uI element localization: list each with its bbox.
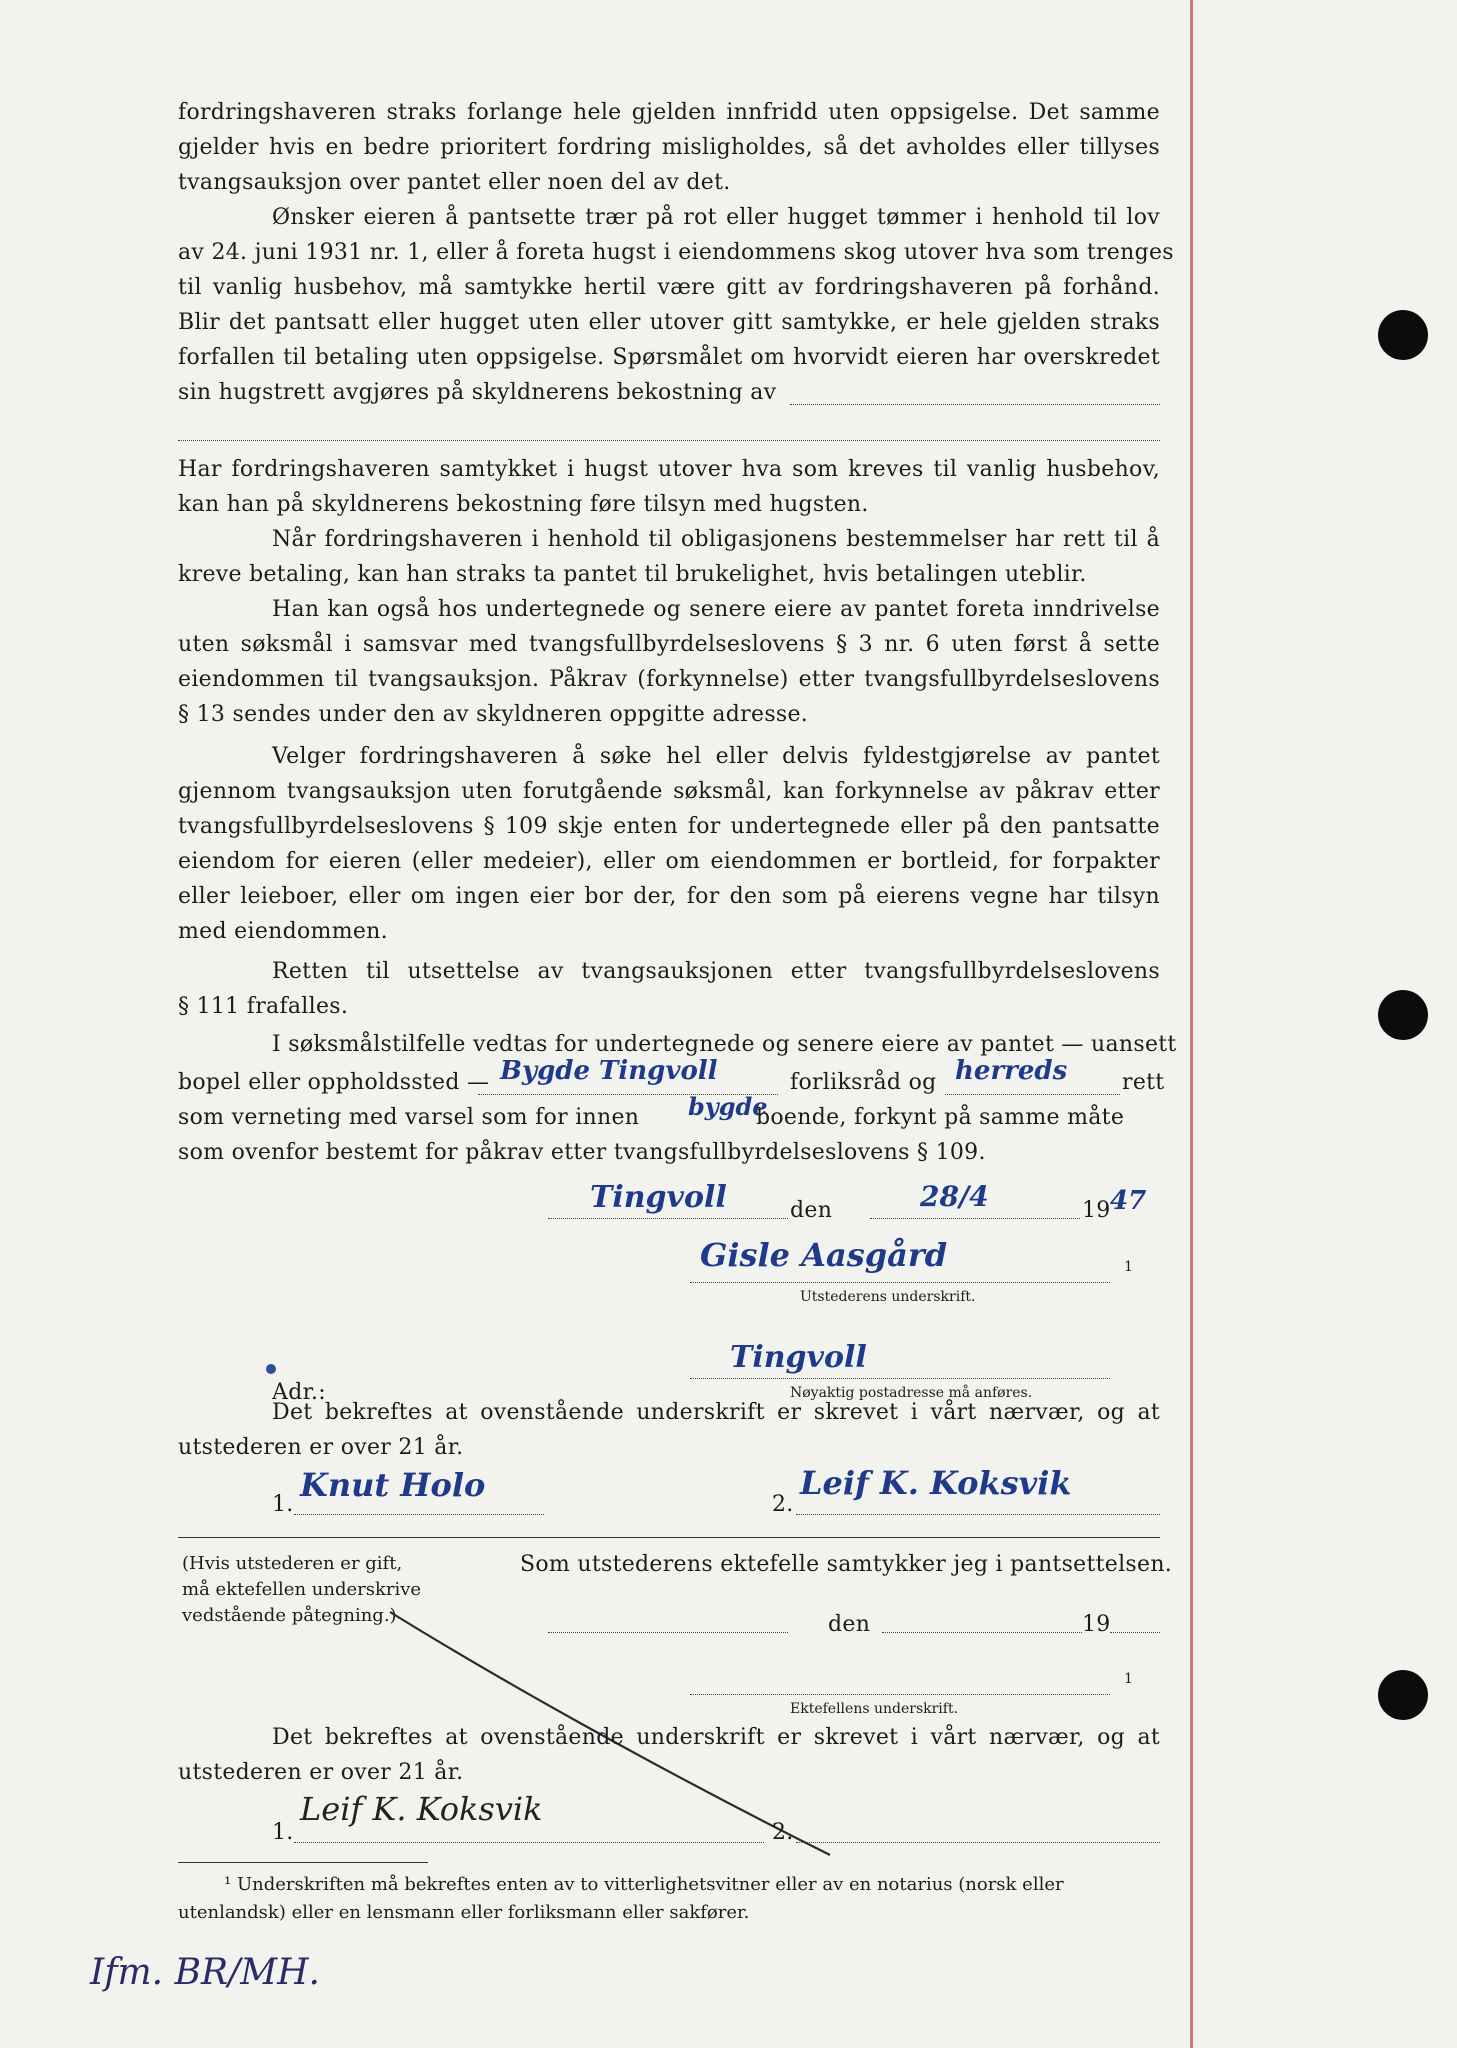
witness-number-2: 2. bbox=[772, 1820, 794, 1845]
address-caption: Nøyaktig postadresse må anføres. bbox=[790, 1385, 1033, 1401]
dotted-fill-line bbox=[882, 1632, 1082, 1633]
handwritten-place: Tingvoll bbox=[590, 1180, 727, 1215]
text-line: fordringshaveren straks forlange hele gjelden innfridd uten oppsigelse. Det samme bbox=[178, 100, 1160, 125]
handwritten-year: 47 bbox=[1110, 1186, 1147, 1216]
ink-dot bbox=[266, 1364, 276, 1374]
text-line: av 24. juni 1931 nr. 1, eller å foreta hugst i eiendommens skog utover hva som trenges bbox=[178, 240, 1174, 265]
margin-red-line bbox=[1190, 0, 1193, 2048]
venue-line3: som ovenfor bestemt for påkrav etter tvangsfullbyrdelseslovens § 109. bbox=[178, 1140, 986, 1165]
handwritten-forliksrad: Bygde Tingvoll bbox=[500, 1056, 718, 1086]
text-line: Velger fordringshaveren å søke hel eller delvis fyldestgjørelse av pantet bbox=[272, 744, 1160, 769]
witness-text: Det bekreftes at ovenstående underskrift er skrevet i vårt nærvær, og at bbox=[272, 1725, 1160, 1750]
text-line: gjennom tvangsauksjon uten forutgående søksmål, kan forkynnelse av påkrav etter bbox=[178, 779, 1160, 804]
text-line: eller leieboer, eller om ingen eier bor der, for den som på eierens vegne har tilsyn bbox=[178, 884, 1160, 909]
witness-text: Det bekreftes at ovenstående underskrift er skrevet i vårt nærvær, og at bbox=[272, 1400, 1160, 1425]
dotted-fill-line bbox=[548, 1218, 788, 1219]
punch-hole-1 bbox=[1378, 310, 1428, 360]
venue-suffix: rett bbox=[1122, 1070, 1165, 1095]
text-line: uten søksmål i samsvar med tvangsfullbyrdelseslovens § 3 nr. 6 uten først å sette bbox=[178, 632, 1160, 657]
margin-handwritten-note: Ifm. BR/MH. bbox=[90, 1952, 320, 1993]
witness-text: utstederen er over 21 år. bbox=[178, 1435, 464, 1460]
spouse-note: vedstående påtegning.) bbox=[182, 1605, 397, 1626]
den-label: den bbox=[790, 1198, 833, 1223]
address-label: Adr.: bbox=[272, 1380, 326, 1405]
venue-mid: forliksråd og bbox=[790, 1070, 937, 1095]
text-line: Ønsker eieren å pantsette trær på rot eller hugget tømmer i henhold til lov bbox=[272, 205, 1160, 230]
text-line: gjelder hvis en bedre prioritert fordring misligholdes, så det avholdes eller tillyses bbox=[178, 135, 1160, 160]
dotted-fill-line bbox=[796, 1514, 1160, 1515]
venue-prefix: bopel eller oppholdssted — bbox=[178, 1070, 490, 1095]
text-line: Har fordringshaveren samtykket i hugst utover hva som kreves til vanlig husbehov, bbox=[178, 457, 1160, 482]
dotted-fill-line bbox=[790, 404, 1160, 405]
text-line: § 13 sendes under den av skyldneren oppgitte adresse. bbox=[178, 702, 809, 727]
dotted-fill-line bbox=[796, 1842, 1160, 1843]
witness-signature-1: Leif K. Koksvik bbox=[300, 1790, 543, 1828]
dotted-fill-line bbox=[870, 1218, 1080, 1219]
witness-text: utstederen er over 21 år. bbox=[178, 1760, 464, 1785]
dotted-fill-line bbox=[690, 1282, 1110, 1283]
year-prefix: 19 bbox=[1082, 1198, 1111, 1223]
footnote-line: utenlandsk) eller en lensmann eller forliksmann eller sakfører. bbox=[178, 1902, 750, 1923]
punch-hole-2 bbox=[1378, 990, 1428, 1040]
dotted-fill-line bbox=[178, 440, 1160, 441]
text-line: Når fordringshaveren i henhold til obligasjonens bestemmelser har rett til å bbox=[272, 527, 1160, 552]
text-line: til vanlig husbehov, må samtykke hertil være gitt av fordringshaveren på forhånd. bbox=[178, 275, 1160, 300]
witness-signature-2: Leif K. Koksvik bbox=[800, 1464, 1072, 1502]
text-line: kan han på skyldnerens bekostning føre tilsyn med hugsten. bbox=[178, 492, 869, 517]
footnote-line: ¹ Underskriften må bekreftes enten av to vitterlighetsvitner eller av en notarius (norsk eller bbox=[224, 1874, 1064, 1895]
text-line: sin hugstrett avgjøres på skyldnerens bekostning av bbox=[178, 380, 777, 405]
footnote-mark: 1 bbox=[1124, 1671, 1133, 1687]
witness-signature-1: Knut Holo bbox=[300, 1466, 486, 1504]
handwritten-bygde: bygde bbox=[688, 1092, 768, 1121]
dotted-fill-line bbox=[690, 1378, 1110, 1379]
venue-line2-prefix: som verneting med varsel som for innen bbox=[178, 1105, 640, 1130]
spouse-den: den bbox=[828, 1612, 871, 1637]
venue-line2-suffix: boende, forkynt på samme måte bbox=[756, 1105, 1125, 1130]
punch-hole-3 bbox=[1378, 1670, 1428, 1720]
text-line: eiendommen til tvangsauksjon. Påkrav (forkynnelse) etter tvangsfullbyrdelseslovens bbox=[178, 667, 1160, 692]
spouse-note: (Hvis utstederen er gift, bbox=[182, 1553, 403, 1574]
dotted-fill-line bbox=[945, 1094, 1120, 1095]
section-divider bbox=[178, 1537, 1160, 1538]
spouse-caption: Ektefellens underskrift. bbox=[790, 1701, 959, 1717]
issuer-signature: Gisle Aasgård bbox=[700, 1236, 948, 1274]
text-line: § 111 frafalles. bbox=[178, 994, 349, 1019]
witness-number-1: 1. bbox=[272, 1820, 294, 1845]
text-line: tvangsfullbyrdelseslovens § 109 skje enten for undertegnede eller på den pantsatte bbox=[178, 814, 1160, 839]
text-line: Han kan også hos undertegnede og senere eiere av pantet foreta inndrivelse bbox=[272, 597, 1160, 622]
witness-number-2: 2. bbox=[772, 1492, 794, 1517]
spouse-consent: Som utstederens ektefelle samtykker jeg i pantsettelsen. bbox=[520, 1552, 1173, 1577]
dotted-fill-line bbox=[294, 1514, 544, 1515]
handwritten-date: 28/4 bbox=[920, 1180, 989, 1213]
witness-number-1: 1. bbox=[272, 1492, 294, 1517]
footnote-mark: 1 bbox=[1124, 1259, 1133, 1275]
spouse-year: 19 bbox=[1082, 1612, 1111, 1637]
spouse-note: må ektefellen underskrive bbox=[182, 1579, 422, 1600]
dotted-fill-line bbox=[1110, 1632, 1160, 1633]
text-line: Retten til utsettelse av tvangsauksjonen etter tvangsfullbyrdelseslovens bbox=[272, 959, 1160, 984]
text-line: eiendom for eieren (eller medeier), eller om eiendommen er bortleid, for forpakter bbox=[178, 849, 1160, 874]
footnote-divider bbox=[178, 1862, 428, 1863]
dotted-fill-line bbox=[294, 1842, 764, 1843]
text-line: tvangsauksjon over pantet eller noen del av det. bbox=[178, 170, 731, 195]
text-line: forfallen til betaling uten oppsigelse. Spørsmålet om hvorvidt eieren har overskredet bbox=[178, 345, 1160, 370]
text-line: Blir det pantsatt eller hugget uten eller utover gitt samtykke, er hele gjelden straks bbox=[178, 310, 1160, 335]
text-line: kreve betaling, kan han straks ta pantet til brukelighet, hvis betalingen uteblir. bbox=[178, 562, 1087, 587]
signature-caption: Utstederens underskrift. bbox=[800, 1289, 976, 1305]
handwritten-address: Tingvoll bbox=[730, 1340, 867, 1375]
handwritten-herreds: herreds bbox=[955, 1056, 1068, 1086]
text-line: med eiendommen. bbox=[178, 919, 388, 944]
text-line: I søksmålstilfelle vedtas for undertegnede og senere eiere av pantet — uansett bbox=[272, 1032, 1177, 1057]
